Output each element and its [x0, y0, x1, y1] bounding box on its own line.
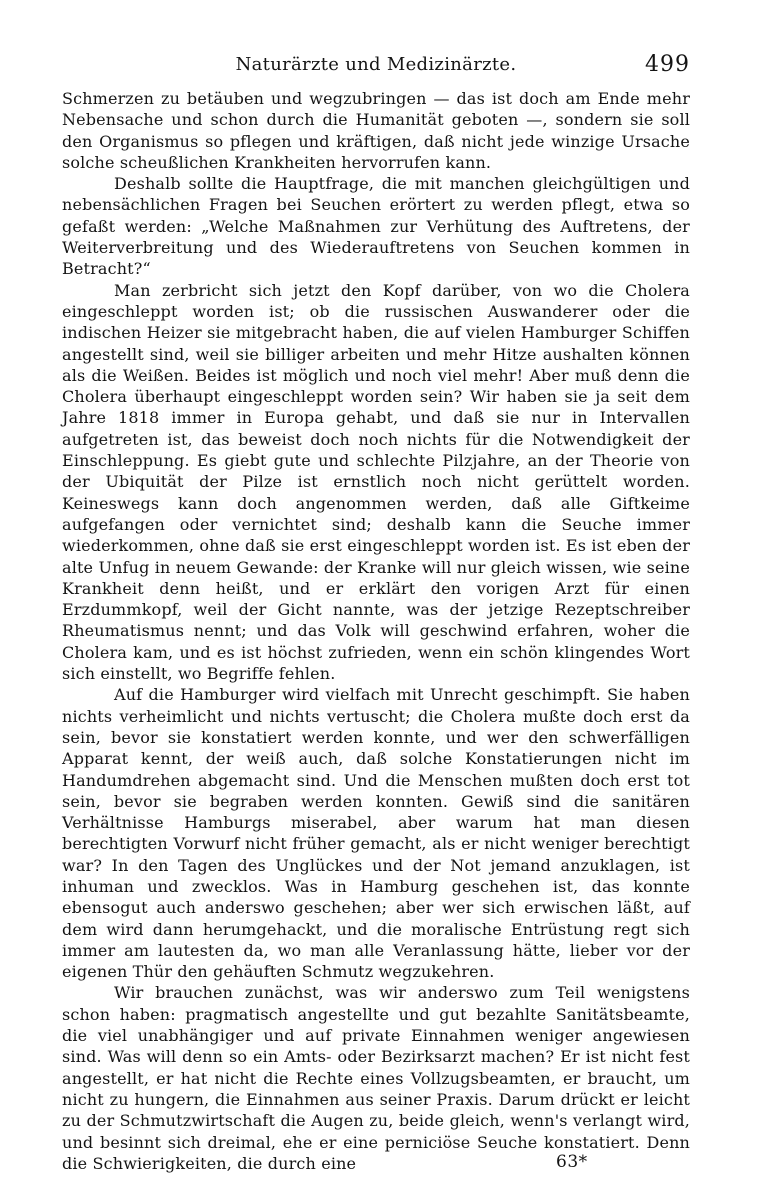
- running-title: Naturärzte und Medizinärzte.: [235, 54, 517, 75]
- paragraph-cholera-origin: Man zerbricht sich jetzt den Kopf darüber, von wo die Cholera eingeschleppt worden ist; ob die russischen Auswanderer oder die indischen Heizer sie mitgebracht haben, die auf vielen Hamburger Schiffen angestellt sind, weil sie billiger arbeiten und mehr Hitze aushalten können als die Weißen. Beides ist möglich und noch viel mehr! Aber muß denn die Cholera überhaupt eingeschleppt worden sein? Wir haben sie ja seit dem Jahre 1818 immer in Europa gehabt, und daß sie nur in Intervallen aufgetreten ist, das beweist doch noch nichts für die Notwendigkeit der Einschleppung. Es giebt gute und schlechte Pilzjahre, an der Theorie von der Ubiquität der Pilze ist ernstlich noch nicht gerüttelt worden. Keineswegs kann doch angenommen werden, daß alle Giftkeime aufgefangen oder vernichtet sind; deshalb kann die Seuche immer wiederkommen, ohne daß sie erst eingeschleppt worden ist. Es ist eben der alte Unfug in neuem Gewande: der Kranke will nur gleich wissen, wie seine Krankheit denn heißt, und er erklärt den vorigen Arzt für einen Erzdummkopf, weil der Gicht nannte, was der jetzige Rezeptschreiber Rheumatismus nennt; und das Volk will geschwind erfahren, woher die Cholera kam, und es ist höchst zufrieden, wenn ein schön klingendes Wort sich einstellt, wo Begriffe fehlen.: [62, 280, 690, 684]
- signature-mark: 63*: [556, 1152, 588, 1172]
- body-text: [62, 88, 690, 1174]
- paragraph-main-question: Deshalb sollte die Hauptfrage, die mit manchen gleichgültigen und nebensächlichen Fragen bei Seuchen erörtert zu werden pflegt, etwa so gefaßt werden: „Welche Maßnahmen zur Verhütung des Auftretens, der Weiterverbreitung und des Wiederauftretens von Seuchen kommen in Betracht?“: [62, 174, 690, 279]
- page-header: [62, 52, 690, 82]
- paragraph-sanitary-officials: Wir brauchen zunächst, was wir anderswo zum Teil wenigstens schon haben: pragmatisch angestellte und gut bezahlte Sanitätsbeamte, die viel unabhängiger und auf private Einnahmen weniger angewiesen sind. Was will denn so ein Amts- oder Bezirksarzt machen? Er ist nicht fest angestellt, er hat nicht die Rechte eines Vollzugsbeamten, er braucht, um nicht zu hungern, die Einnahmen aus seiner Praxis. Darum drückt er leicht zu der Schmutzwirtschaft die Augen zu, beide gleich, wenn's verlangt wird, und besinnt sich dreimal, ehe er eine perniciöse Seuche konstatiert. Denn die Schwierigkeiten, die durch eine: [62, 983, 690, 1173]
- book-page: [62, 52, 690, 1174]
- paragraph-continuation: Schmerzen zu betäuben und wegzubringen — das ist doch am Ende mehr Nebensache und schon durch die Humanität geboten —, sondern sie soll den Organismus so pflegen und kräftigen, daß nicht jede winzige Ursache solche scheußlichen Krankheiten hervorrufen kann.: [62, 89, 690, 172]
- paragraph-hamburg: Auf die Hamburger wird vielfach mit Unrecht geschimpft. Sie haben nichts verheimlicht und nichts vertuscht; die Cholera mußte doch erst da sein, bevor sie konstatiert werden konnte, und wer den schwerfälligen Apparat kennt, der weiß auch, daß solche Konstatierungen nicht im Handumdrehen abgemacht sind. Und die Menschen mußten doch erst tot sein, bevor sie begraben werden konnten. Gewiß sind die sanitären Verhältnisse Hamburgs miserabel, aber warum hat man diesen berechtigten Vorwurf nicht früher gemacht, als er nicht weniger berechtigt war? In den Tagen des Unglückes und der Not jemand anzuklagen, ist inhuman und zwecklos. Was in Hamburg geschehen ist, das konnte ebensogut auch anderswo geschehen; aber wer sich erwischen läßt, auf dem wird dann herumgehackt, und die moralische Entrüstung regt sich immer am lautesten da, wo man alle Veranlassung hätte, lieber vor der eigenen Thür den gehäuften Schmutz wegzukehren.: [62, 685, 690, 982]
- page-number: 499: [645, 52, 690, 77]
